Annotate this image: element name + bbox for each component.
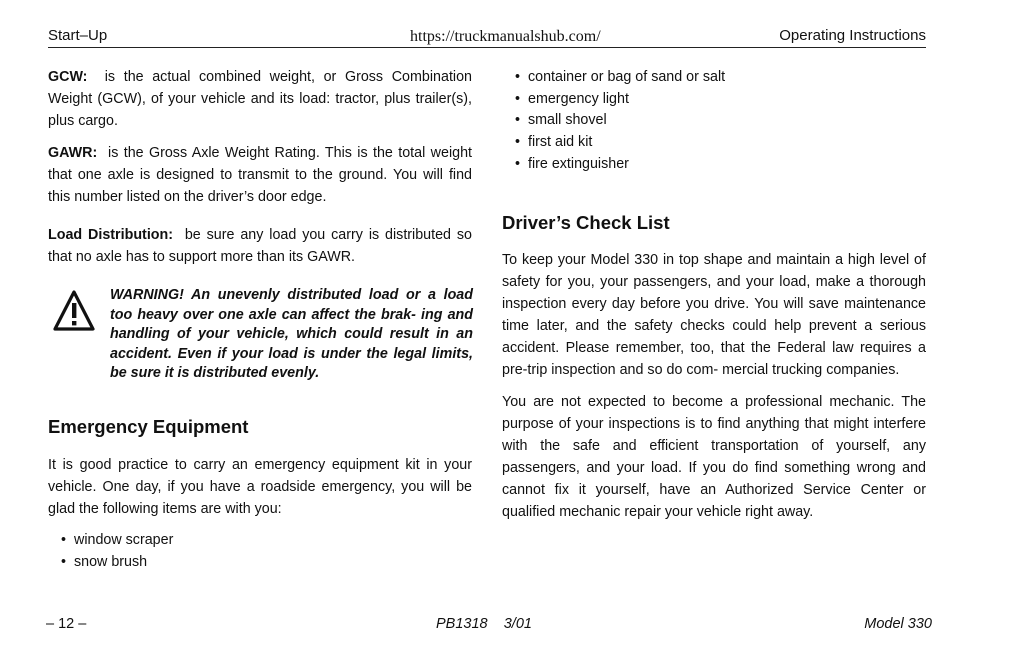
page-number: – 12 – <box>46 616 87 632</box>
gawr-text: is the Gross Axle Weight Rating. This is the total weight that one axle is designed to transmit to the ground. You will find this number listed on the driver’s door edge. <box>48 145 472 205</box>
header-rule <box>48 47 926 48</box>
list-item: • fire extinguisher <box>511 154 725 176</box>
list-item: • snow brush <box>57 552 173 574</box>
footer-date: 3/01 <box>503 616 532 632</box>
gawr-term: GAWR: <box>48 145 98 161</box>
gcw-definition <box>48 66 472 132</box>
emergency-text: It is good practice to carry an emergency equipment kit in your vehicle. One day, if you have a roadside emergency, you will be glad the following items are with you: <box>48 457 472 517</box>
warning-triangle-icon <box>52 289 96 333</box>
header-url[interactable]: https://truckmanualshub.com/ <box>410 28 601 45</box>
warning-text: WARNING! An unevenly distributed load or a load too heavy over one axle can affect the brak- ing and handling of your vehicle, which could result in an accident. Even if your load is under the legal limits, be sure it is distributed evenly. <box>110 287 473 381</box>
checklist-section <box>502 249 926 523</box>
footer-code: PB1318 <box>436 616 488 632</box>
emergency-list-left <box>57 530 173 573</box>
checklist-paragraph-1: To keep your Model 330 in top shape and maintain a high level of safety for you, your passengers, and your load, make a thorough inspection every day before you drive. You will save maintenance time later, and the safety checks could help prevent a serious accident. Please remember, too, that the Federal law requires a pre-trip inspection and so do com- mercial trucking companies. <box>502 252 926 378</box>
header-section-label: Start–Up <box>48 27 108 44</box>
checklist-heading: Driver’s Check List <box>502 212 670 233</box>
list-item: • emergency light <box>511 89 725 111</box>
load-text: be sure any load you carry is distributed so that no axle has to support more than its GAWR. <box>48 227 472 265</box>
gcw-term: GCW: <box>48 69 88 85</box>
list-item: • small shovel <box>511 110 725 132</box>
emergency-heading: Emergency Equipment <box>48 416 249 437</box>
emergency-list-right <box>511 67 725 176</box>
list-item: • container or bag of sand or salt <box>511 67 725 89</box>
emergency-section <box>48 454 472 520</box>
load-term: Load Distribution: <box>48 227 174 243</box>
list-item: • window scraper <box>57 530 173 552</box>
header-doc-title: Operating Instructions <box>779 27 926 44</box>
list-item: • first aid kit <box>511 132 725 154</box>
footer-model: Model 330 <box>864 616 932 632</box>
footer-doc-code <box>436 616 532 632</box>
gcw-text: is the actual combined weight, or Gross Combination Weight (GCW), of your vehicle and its load: tractor, plus trailer(s), plus cargo. <box>48 69 472 129</box>
gawr-definition <box>48 142 472 208</box>
left-column <box>48 66 472 268</box>
load-distribution <box>48 224 472 268</box>
checklist-paragraph-2: You are not expected to become a professional mechanic. The purpose of your inspections is to find anything that might interfere with the safe and efficient transportation of yourself, any passengers, and your load. If you do find something wrong and cannot fix it yourself, have an Authorized Service Center or qualified mechanic repair your vehicle right away. <box>502 394 926 520</box>
